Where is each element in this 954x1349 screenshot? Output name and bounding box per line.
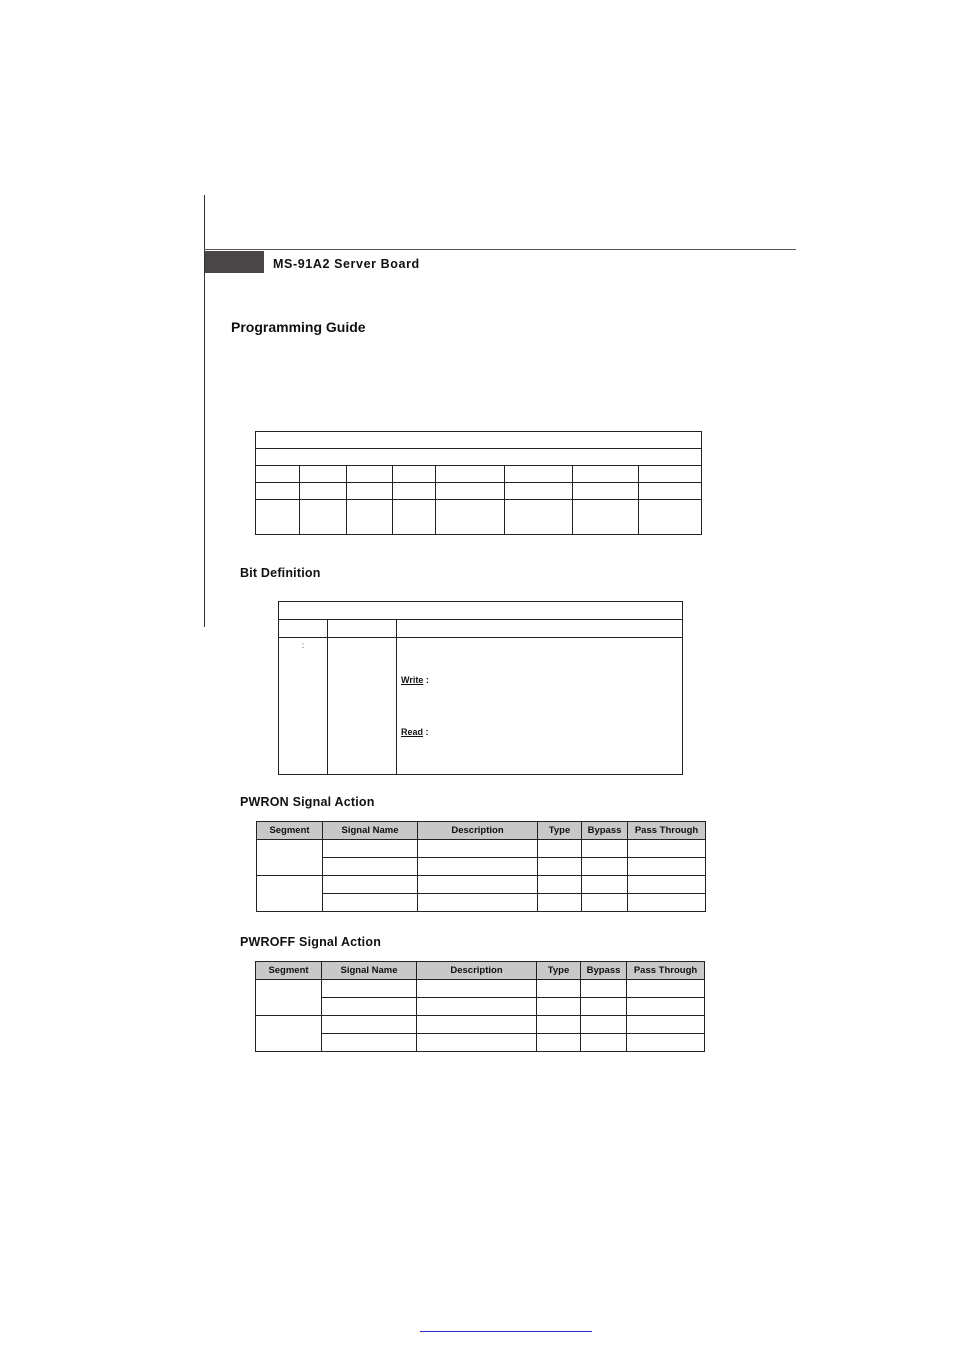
section-heading-pwron: PWRON Signal Action [240,795,375,809]
table-cell [537,1016,581,1034]
header-rule [204,249,796,250]
table-cell [418,894,538,912]
table-row [279,602,683,620]
table-cell [627,980,705,998]
table-cell [323,858,418,876]
table-cell [537,1034,581,1052]
table-cell [627,998,705,1016]
table-cell [323,894,418,912]
table-row [279,620,683,638]
bit-cell [279,638,328,775]
table-cell [256,500,300,535]
table-cell [397,620,683,638]
col-header-bypass: Bypass [582,822,628,840]
segment-cell [256,980,322,1016]
segment-cell [257,876,323,912]
table-row [257,894,706,912]
function-cell [328,638,397,775]
table-cell [347,500,393,535]
read-label: Read [401,727,424,737]
table-cell [582,894,628,912]
write-label: Write [401,675,424,685]
col-header-type: Type [538,822,582,840]
bit-definition-table [278,601,683,775]
table-row [256,980,705,998]
table-row [256,998,705,1016]
table-row [279,638,683,775]
table-cell [256,466,300,483]
table-cell [538,840,582,858]
table-cell [505,466,573,483]
col-header-type: Type [537,962,581,980]
read-suffix: : [423,727,429,737]
table-cell [538,858,582,876]
table-row [256,1034,705,1052]
table-cell [279,620,328,638]
table-cell [300,466,347,483]
segment-cell [256,1016,322,1052]
table-cell [627,1034,705,1052]
table-cell [582,876,628,894]
table-cell [628,894,706,912]
table-cell [628,840,706,858]
col-header-signal-name: Signal Name [323,822,418,840]
col-header-segment: Segment [256,962,322,980]
table-cell [418,876,538,894]
table-cell [323,876,418,894]
table-row [257,840,706,858]
table-row [256,1016,705,1034]
table-cell [436,483,505,500]
table-cell [393,466,436,483]
table-cell [581,980,627,998]
table-cell [300,483,347,500]
table-cell [573,483,639,500]
table-cell [436,466,505,483]
col-header-pass-through: Pass Through [627,962,705,980]
page-title: Programming Guide [231,319,366,335]
table-cell [639,500,702,535]
table-cell [322,1016,417,1034]
table-row [257,876,706,894]
table-row [256,483,702,500]
section-heading-bit-definition: Bit Definition [240,566,321,580]
table-cell [627,1016,705,1034]
table-cell [538,876,582,894]
table-header-row [257,822,706,840]
col-header-description: Description [417,962,537,980]
table-cell [639,483,702,500]
table-cell [323,840,418,858]
col-header-signal-name: Signal Name [322,962,417,980]
table-cell [581,998,627,1016]
table-cell [417,980,537,998]
section-heading-pwroff: PWROFF Signal Action [240,935,382,949]
register-title-cell [256,432,702,449]
register-table [255,431,702,535]
table-cell [347,483,393,500]
col-header-description: Description [418,822,538,840]
table-cell [418,840,538,858]
pwroff-signal-table [255,961,705,1052]
table-cell [300,500,347,535]
table-cell [505,500,573,535]
write-line [401,675,429,685]
table-cell [322,1034,417,1052]
table-cell [417,998,537,1016]
segment-cell [257,840,323,876]
table-cell [256,483,300,500]
board-title: MS-91A2 Server Board [273,257,420,271]
pwron-signal-table [256,821,706,912]
table-header-row [256,962,705,980]
table-cell [322,980,417,998]
bit-title-cell [279,602,683,620]
header-tab-block [205,251,264,273]
bit-colon: : [301,641,305,650]
write-suffix: : [423,675,429,685]
table-cell [573,466,639,483]
table-cell [628,858,706,876]
table-row [256,500,702,535]
col-header-pass-through: Pass Through [628,822,706,840]
read-line [401,727,429,737]
table-cell [322,998,417,1016]
table-cell [582,840,628,858]
table-row [256,449,702,466]
table-cell [581,1016,627,1034]
table-cell [505,483,573,500]
col-header-bypass: Bypass [581,962,627,980]
table-cell [393,483,436,500]
table-cell [328,620,397,638]
table-cell [418,858,538,876]
table-row [257,858,706,876]
table-cell [639,466,702,483]
col-header-segment: Segment [257,822,323,840]
table-cell [537,980,581,998]
table-cell [537,998,581,1016]
table-cell [393,500,436,535]
footer-link-underline[interactable] [420,1331,592,1332]
table-cell [582,858,628,876]
description-cell [397,638,683,775]
table-cell [581,1034,627,1052]
table-cell [573,500,639,535]
table-cell [628,876,706,894]
table-cell [347,466,393,483]
table-cell [417,1016,537,1034]
table-row [256,466,702,483]
table-row [256,432,702,449]
table-cell [538,894,582,912]
table-cell [417,1034,537,1052]
table-cell [436,500,505,535]
register-subtitle-cell [256,449,702,466]
